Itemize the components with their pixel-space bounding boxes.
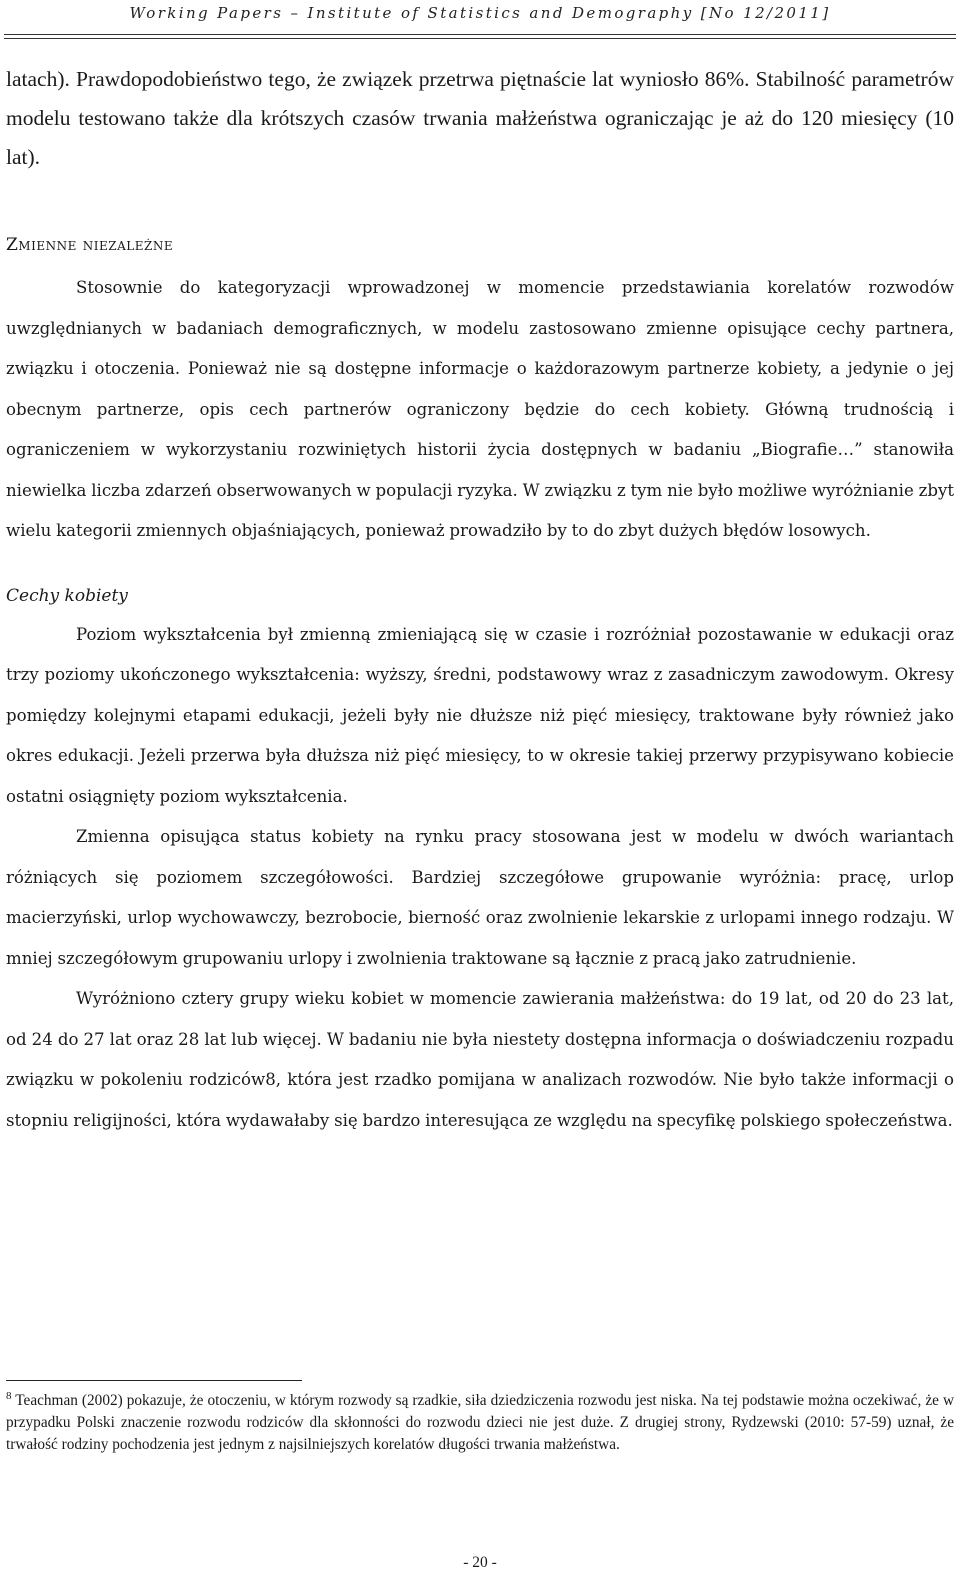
section-title: Zmienne niezależne [6,235,174,255]
section-paragraph: Stosownie do kategoryzacji wprowadzonej w momencie przedstawiania korelatów rozwodów uwzględnianych w badaniach demograficznych, w modelu zastosowano zmienne opisujące cechy partnera, związku i otoczenia. Ponieważ nie są dostępne informacje o każdorazowym partnerze kobiety, a jedynie o jej obecnym partnerze, opis cech partnerów ograniczony będzie do cech kobiety. Główną trudnością i ograniczeniem w wykorzystaniu rozwiniętych historii życia dostępnych w badaniu „Biografie…” stanowiła niewielka liczba zdarzeń obserwowanych w populacji ryzyka. W związku z tym nie było możliwe wyróżnianie zbyt wielu kategorii zmiennych objaśniających, ponieważ prowadziło by to do zbyt dużych błędów losowych. [6,278,954,540]
footnote-separator [6,1380,302,1381]
page-number: - 20 - [463,1554,497,1571]
header-rule-secondary [4,38,956,39]
body-paragraph-age-groups: Wyróżniono cztery grupy wieku kobiet w momencie zawierania małżeństwa: do 19 lat, od 20 do 23 lat, od 24 do 27 lat oraz 28 lat lub więcej. W badaniu nie była niestety dostępna informacja o doświadczeniu rozpadu związku w pokoleniu rodziców8, która jest rzadko pomijana w analizach rozwodów. Nie było także informacji o stopniu religijności, która wydawałaby się bardzo interesująca ze względu na specyfikę polskiego społeczeństwa. [6,989,954,1130]
footnote-text: Teachman (2002) pokazuje, że otoczeniu, w którym rozwody są rzadkie, siła dziedziczenia rozwodu jest niska. Na tej podstawie można oczekiwać, że w przypadku Polski znaczenie rozwodu rodziców dla skłonności do rozwodu dzieci nie jest duże. Z drugiej strony, Rydzewski (2010: 57-59) uznał, że trwałość rodziny pochodzenia jest jednym z najsilniejszych korelatów długości trwania małżeństwa. [6,1392,954,1453]
body-paragraph-labour-status: Zmienna opisująca status kobiety na rynku pracy stosowana jest w modelu w dwóch wariantach różniących się poziomem szczegółowości. Bardziej szczegółowe grupowanie wyróżnia: pracę, urlop macierzyński, urlop wychowawczy, bezrobocie, bierność oraz zwolnienie lekarskie z urlopami innego rodzaju. W mniej szczegółowym grupowaniu urlopy i zwolnienia traktowane są łącznie z pracą jako zatrudnienie. [6,827,954,968]
intro-paragraph: latach). Prawdopodobieństwo tego, że związek przetrwa piętnaście lat wyniosło 86%. Stabilność parametrów modelu testowano także dla krótszych czasów trwania małżeństwa ograniczając je aż do 120 miesięcy (10 lat). [6,67,954,169]
body-paragraph-education: Poziom wykształcenia był zmienną zmieniającą się w czasie i rozróżniał pozostawanie w edukacji oraz trzy poziomy ukończonego wykształcenia: wyższy, średni, podstawowy wraz z zasadniczym zawodowym. Okresy pomiędzy kolejnymi etapami edukacji, jeżeli były nie dłuższe niż pięć miesięcy, traktowane były również jako okres edukacji. Jeżeli przerwa była dłuższa niż pięć miesięcy, to w okresie takiej przerwy przypisywano kobiecie ostatni osiągnięty poziom wykształcenia. [6,624,954,806]
footnote [6,1390,954,1456]
page-body [6,60,954,1141]
running-header: Working Papers – Institute of Statistics and Demography [No 12/2011] [129,4,831,22]
footnote-number: 8 [6,1390,12,1402]
header-rule [4,34,956,35]
subsection-title: Cechy kobiety [6,585,128,606]
